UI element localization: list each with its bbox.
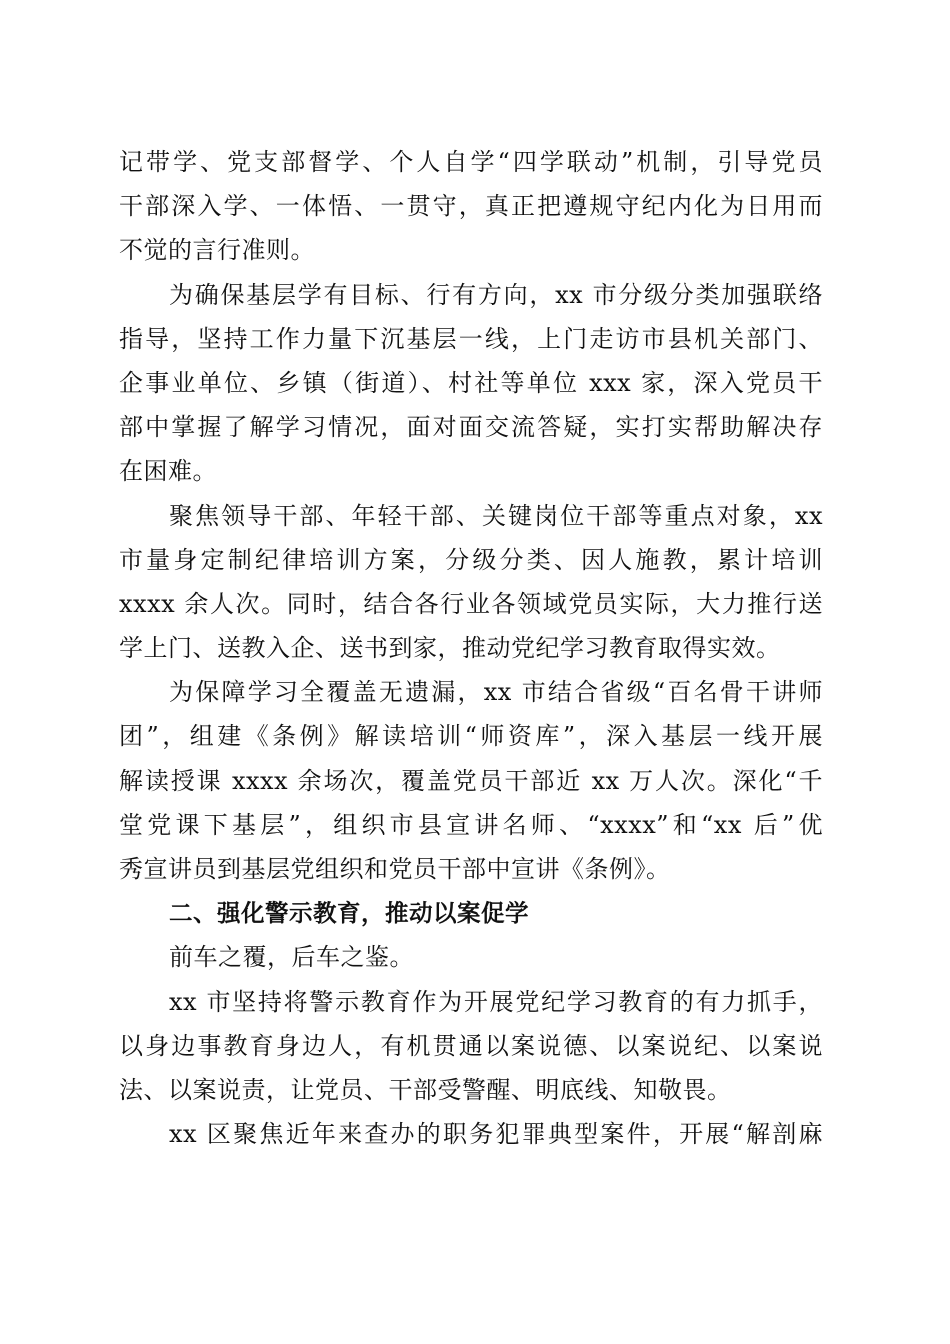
paragraph-line: 解读授课 xxxx 余场次，覆盖党员干部近 xx 万人次。深化“千 <box>119 766 823 795</box>
paragraph-line: 法、以案说责，让党员、干部受警醒、明底线、知敬畏。 <box>119 1075 732 1104</box>
paragraph-line: 堂党课下基层”，组织市县宣讲名师、“xxxx”和“xx 后”优 <box>119 810 823 839</box>
paragraph-line: 部中掌握了解学习情况，面对面交流答疑，实打实帮助解决存 <box>119 413 823 442</box>
paragraph-line: 企事业单位、乡镇（街道）、村社等单位 xxx 家，深入党员干 <box>119 368 823 397</box>
document-body <box>119 140 823 1156</box>
paragraph-line: 以身边事教育身边人，有机贯通以案说德、以案说纪、以案说 <box>119 1031 823 1060</box>
paragraph <box>119 1112 823 1156</box>
paragraph-line: 秀宣讲员到基层党组织和党员干部中宣讲《条例》。 <box>119 855 671 883</box>
paragraph-line: xx 市坚持将警示教育作为开展党纪学习教育的有力抓手， <box>169 987 823 1016</box>
paragraph-line: 聚焦领导干部、年轻干部、关键岗位干部等重点对象，xx <box>169 501 823 530</box>
paragraph <box>119 670 823 891</box>
paragraph-line: 干部深入学、一体悟、一贯守，真正把遵规守纪内化为日用而 <box>119 192 823 221</box>
paragraph-line: 学上门、送教入企、送书到家，推动党纪学习教育取得实效。 <box>119 634 781 663</box>
paragraph-line: 前车之覆，后车之鉴。 <box>169 943 414 972</box>
paragraph <box>119 494 823 671</box>
paragraph <box>119 140 823 273</box>
paragraph-line: 团”，组建《条例》解读培训“师资库”，深入基层一线开展 <box>119 722 823 751</box>
paragraph-line: 记带学、党支部督学、个人自学“四学联动”机制，引导党员 <box>119 148 823 176</box>
paragraph-line: xxxx 余人次。同时，结合各行业各领域党员实际，大力推行送 <box>119 589 823 618</box>
paragraph <box>119 273 823 494</box>
section-heading <box>119 891 823 935</box>
paragraph-line: 在困难。 <box>119 457 217 486</box>
paragraph-line: 为保障学习全覆盖无遗漏，xx 市结合省级“百名骨干讲师 <box>169 678 823 707</box>
paragraph <box>119 980 823 1113</box>
paragraph-line: 不觉的言行准则。 <box>119 236 315 265</box>
paragraph <box>119 935 823 979</box>
paragraph-line: 市量身定制纪律培训方案，分级分类、因人施教，累计培训 <box>119 545 823 574</box>
paragraph-line: 为确保基层学有目标、行有方向，xx 市分级分类加强联络 <box>169 280 823 309</box>
paragraph-line: 指导，坚持工作力量下沉基层一线，上门走访市县机关部门、 <box>119 324 823 353</box>
heading-text: 二、强化警示教育，推动以案促学 <box>169 899 529 928</box>
paragraph-line: xx 区聚焦近年来查办的职务犯罪典型案件，开展“解剖麻 <box>169 1120 823 1149</box>
